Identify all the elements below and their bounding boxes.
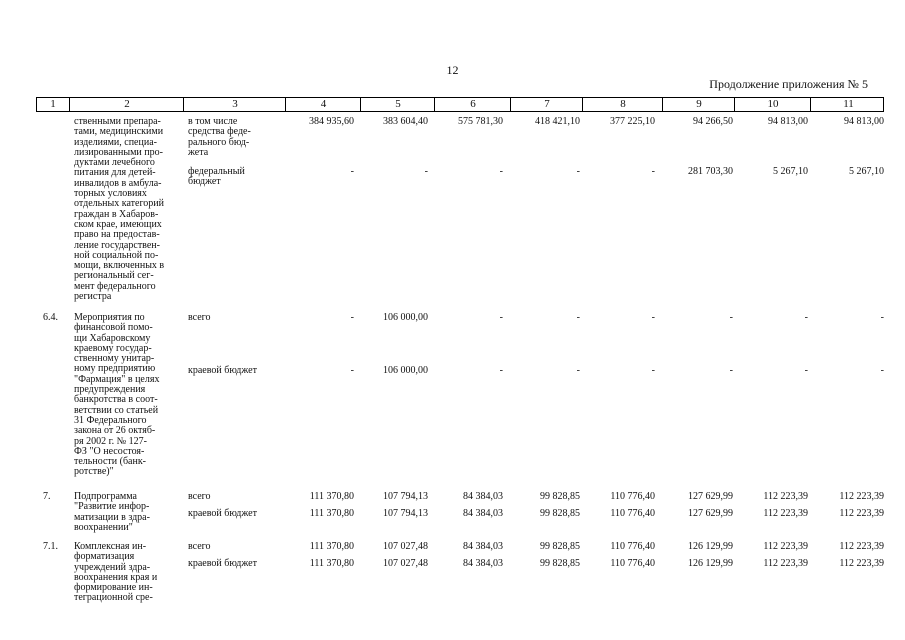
- value-cell: 126 129,99: [688, 558, 733, 569]
- value-cell: 377 225,10: [610, 116, 655, 127]
- header-col-1: 1: [50, 98, 56, 110]
- value-cell: 99 828,85: [540, 491, 580, 502]
- value-cell: 111 370,80: [309, 541, 354, 552]
- value-cell: 94 813,00: [768, 116, 808, 127]
- value-cell: 99 828,85: [540, 508, 580, 519]
- value-cell: 84 384,03: [463, 491, 503, 502]
- value-cell: 99 828,85: [540, 558, 580, 569]
- value-cell: 107 794,13: [383, 508, 428, 519]
- funding-source: всего: [188, 491, 211, 502]
- value-cell: -: [576, 166, 580, 177]
- value-cell: -: [651, 166, 655, 177]
- funding-source: краевой бюджет: [188, 365, 257, 376]
- value-cell: 107 794,13: [383, 491, 428, 502]
- value-cell: 94 266,50: [693, 116, 733, 127]
- header-col-2: 2: [69, 98, 184, 111]
- header-col-6: 6: [434, 98, 511, 111]
- value-cell: 112 223,39: [839, 541, 884, 552]
- row-number: 7.1.: [43, 541, 58, 552]
- header-col-10: 10: [734, 98, 811, 111]
- value-cell: 126 129,99: [688, 541, 733, 552]
- value-cell: 112 223,39: [763, 508, 808, 519]
- measure-name: Подпрограмма "Развитие инфор- матизации в здра- воохранении": [74, 491, 150, 533]
- header-col-9: 9: [662, 98, 735, 111]
- value-cell: 5 267,10: [849, 166, 884, 177]
- value-cell: 112 223,39: [839, 508, 884, 519]
- value-cell: 106 000,00: [383, 312, 428, 323]
- value-cell: 384 935,60: [309, 116, 354, 127]
- value-cell: -: [651, 365, 655, 376]
- value-cell: -: [499, 166, 503, 177]
- value-cell: 112 223,39: [763, 491, 808, 502]
- value-cell: 84 384,03: [463, 541, 503, 552]
- page-number: 12: [446, 63, 459, 77]
- value-cell: 111 370,80: [309, 558, 354, 569]
- value-cell: -: [424, 166, 428, 177]
- header-col-4: 4: [285, 98, 361, 111]
- value-cell: 5 267,10: [773, 166, 808, 177]
- appendix-label: Продолжение приложения № 5: [709, 77, 868, 91]
- funding-source: всего: [188, 541, 211, 552]
- value-cell: -: [880, 365, 884, 376]
- funding-source: краевой бюджет: [188, 508, 257, 519]
- table-header-row: [36, 97, 884, 112]
- value-cell: -: [729, 365, 733, 376]
- funding-source: краевой бюджет: [188, 558, 257, 569]
- value-cell: 111 370,80: [309, 491, 354, 502]
- header-col-7: 7: [510, 98, 583, 111]
- value-cell: -: [804, 312, 808, 323]
- value-cell: -: [576, 312, 580, 323]
- measure-name: ственными препара- тами, медицинскими изделиями, специа- лизированными про- дуктами лечебного питания для детей- инвалидов в амбула- торных условиях отдельных категорий граждан в Хабаров- ском крае, имеющих право на предостав- ление государствен- ной социальной по- мощи, включенных в региональный сег- мент федерального регистра: [74, 116, 165, 303]
- value-cell: 107 027,48: [383, 541, 428, 552]
- header-col-8: 8: [582, 98, 663, 111]
- value-cell: 110 776,40: [610, 508, 655, 519]
- value-cell: -: [350, 365, 354, 376]
- value-cell: 107 027,48: [383, 558, 428, 569]
- value-cell: 418 421,10: [535, 116, 580, 127]
- value-cell: 112 223,39: [763, 558, 808, 569]
- header-col-3: 3: [183, 98, 286, 111]
- measure-name: Комплексная ин- форматизация учреждений здра- воохранения края и формирование ин- теграционной сре-: [74, 541, 158, 604]
- value-cell: 99 828,85: [540, 541, 580, 552]
- value-cell: -: [499, 312, 503, 323]
- value-cell: -: [729, 312, 733, 323]
- value-cell: -: [499, 365, 503, 376]
- value-cell: -: [350, 312, 354, 323]
- value-cell: -: [350, 166, 354, 177]
- value-cell: 84 384,03: [463, 508, 503, 519]
- value-cell: 112 223,39: [839, 558, 884, 569]
- value-cell: 383 604,40: [383, 116, 428, 127]
- value-cell: 575 781,30: [458, 116, 503, 127]
- value-cell: 127 629,99: [688, 508, 733, 519]
- value-cell: 84 384,03: [463, 558, 503, 569]
- value-cell: 111 370,80: [309, 508, 354, 519]
- value-cell: 110 776,40: [610, 541, 655, 552]
- value-cell: -: [651, 312, 655, 323]
- header-col-11: 11: [810, 98, 886, 111]
- value-cell: 106 000,00: [383, 365, 428, 376]
- value-cell: -: [804, 365, 808, 376]
- row-number: 7.: [43, 491, 51, 502]
- row-number: 6.4.: [43, 312, 58, 323]
- funding-source: федеральный бюджет: [188, 166, 245, 188]
- value-cell: 110 776,40: [610, 491, 655, 502]
- value-cell: 110 776,40: [610, 558, 655, 569]
- value-cell: 94 813,00: [844, 116, 884, 127]
- funding-source: в том числе средства феде- рального бюд- жета: [188, 116, 251, 158]
- measure-name: Мероприятия по финансовой помо- щи Хабаровскому краевому государ- ственному унитар- ному предприятию "Фармация" в целях предупреждения банкротства в соот- ветствии со статьей 31 Федерального закона от 26 октяб- ря 2002 г. № 127- ФЗ "О несостоя- тельности (банк- ротстве)": [74, 312, 160, 478]
- funding-source: всего: [188, 312, 211, 323]
- header-col-5: 5: [360, 98, 435, 111]
- value-cell: -: [880, 312, 884, 323]
- value-cell: 281 703,30: [688, 166, 733, 177]
- value-cell: 112 223,39: [763, 541, 808, 552]
- value-cell: -: [576, 365, 580, 376]
- budget-table: [36, 97, 884, 604]
- value-cell: 127 629,99: [688, 491, 733, 502]
- value-cell: 112 223,39: [839, 491, 884, 502]
